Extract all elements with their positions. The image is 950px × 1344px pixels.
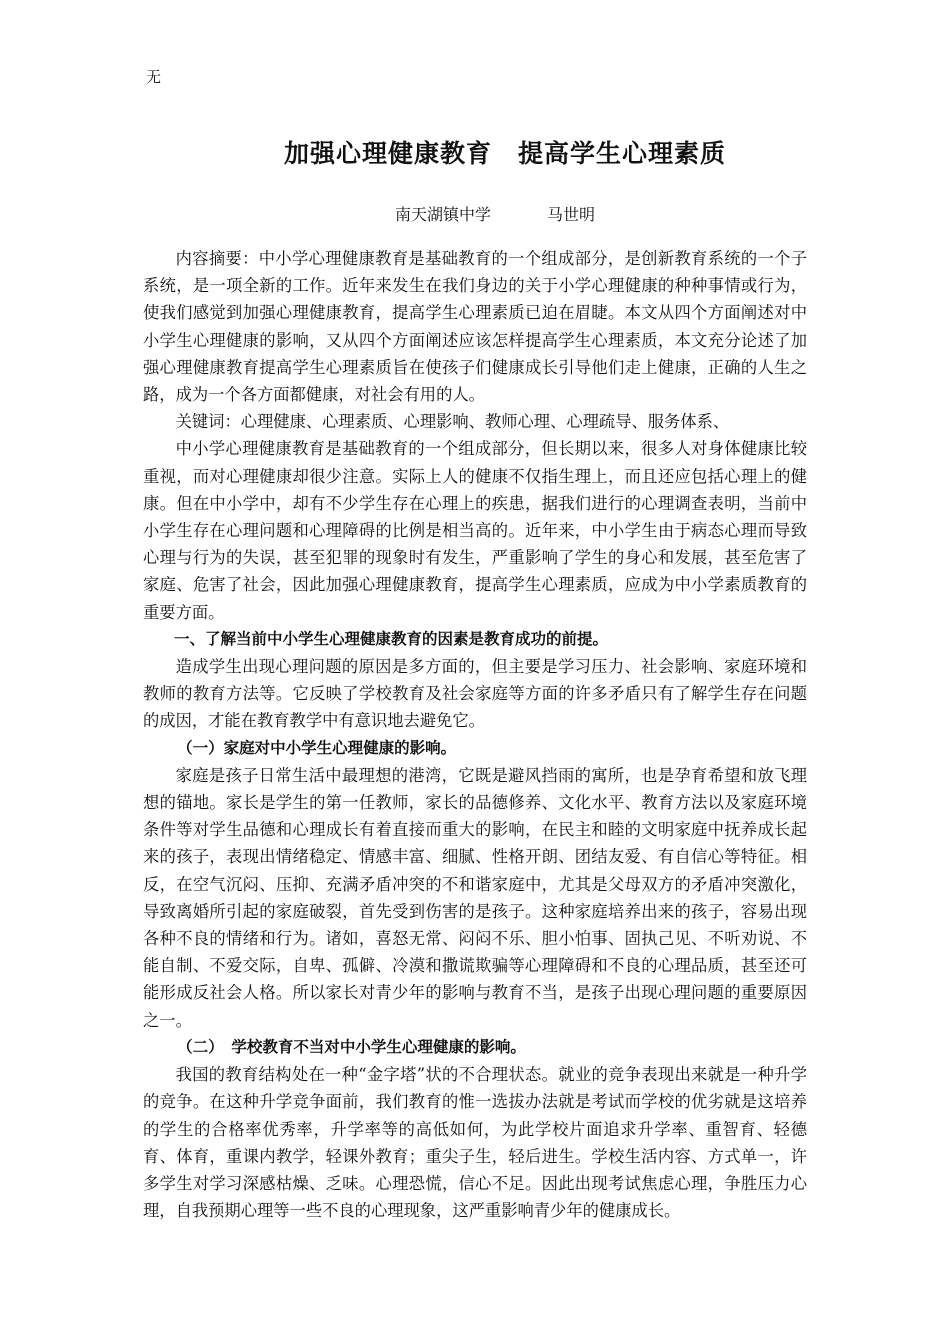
article-body	[143, 245, 807, 1224]
section-1-paragraph: 造成学生出现心理问题的原因是多方面的，但主要是学习压力、社会影响、家庭环境和教师的教育方法等。它反映了学校教育及社会家庭等方面的许多矛盾只有了解学生存在问题的成因，才能在教育教学中有意识地去避免它。	[143, 657, 807, 731]
intro-paragraph: 中小学心理健康教育是基础教育的一个组成部分，但长期以来，很多人对身体健康比较重视，而对心理健康却很少注意。实际上人的健康不仅指生理上，而且还应包括心理上的健康。但在中小学中，却有不少学生存在心理上的疾患，据我们进行的心理调查表明，当前中小学生存在心理问题和心理障碍的比例是相当高的。近年来，中小学生由于病态心理而导致心理与行为的失误，甚至犯罪的现象时有发生，严重影响了学生的身心和发展，甚至危害了家庭、危害了社会，因此加强心理健康教育，提高学生心理素质，应成为中小学素质教育的重要方面。	[143, 439, 807, 622]
corner-mark: 无	[146, 68, 162, 86]
byline	[0, 202, 950, 225]
author-school: 南天湖镇中学	[394, 205, 491, 224]
author-name: 马世明	[547, 205, 596, 224]
document-title: 加强心理健康教育 提高学生心理素质	[283, 139, 726, 168]
section-heading-1: 一、了解当前中小学生心理健康教育的因素是教育成功的前提。	[174, 629, 609, 648]
subsection-heading-1: （一）家庭对中小学生心理健康的影响。	[177, 738, 457, 757]
subsection-heading-2: （二） 学校教育不当对中小学生心理健康的影响。	[177, 1037, 526, 1056]
keywords-paragraph: 关键词：心理健康、心理素质、心理影响、教师心理、心理疏导、服务体系、	[175, 412, 730, 432]
abstract-paragraph: 内容摘要：中小学心理健康教育是基础教育的一个组成部分，是创新教育系统的一个子系统，是一项全新的工作。近年来发生在我们身边的关于小学心理健康的种种事情或行为，使我们感觉到加强心理健康教育，提高学生心理素质已迫在眉睫。本文从四个方面阐述对中小学生心理健康的影响，又从四个方面阐述应该怎样提高学生心理素质，本文充分论述了加强心理健康教育提高学生心理素质旨在使孩子们健康成长引导他们走上健康，正确的人生之路，成为一个各方面都健康，对社会有用的人。	[143, 249, 807, 405]
family-paragraph: 家庭是孩子日常生活中最理想的港湾，它既是避风挡雨的寓所，也是孕育希望和放飞理想的锚地。家长是学生的第一任教师，家长的品德修养、文化水平、教育方法以及家庭环境条件等对学生品德和心理成长有着直接而重大的影响，在民主和睦的文明家庭中抚养成长起来的孩子，表现出情绪稳定、情感丰富、细腻、性格开朗、团结友爱、有自信心等特征。相反，在空气沉闷、压抑、充满矛盾冲突的不和谐家庭中，尤其是父母双方的矛盾冲突激化，导致离婚所引起的家庭破裂，首先受到伤害的是孩子。这种家庭培养出来的孩子，容易出现各种不良的情绪和行为。诸如，喜怒无常、闷闷不乐、胆小怕事、固执己见、不听劝说、不能自制、不爱交际，自卑、孤僻、冷漠和撒谎欺骗等心理障碍和不良的心理品质，甚至还可能形成反社会人格。所以家长对青少年的影响与教育不当，是孩子出现心理问题的重要原因之一。	[143, 765, 807, 1030]
school-paragraph: 我国的教育结构处在一种“金字塔”状的不合理状态。就业的竞争表现出来就是一种升学的竞争。在这种升学竞争面前，我们教育的惟一选拔办法就是考试而学校的优劣就是这培养的学生的合格率优秀率，升学率等的高低如何，为此学校片面追求升学率、重智育、轻德育、体育，重课内教学，轻课外教育；重尖子生，轻后进生。学校生活内容、方式单一，许多学生对学习深感枯燥、乏味。心理恐慌，信心不足。因此出现考试焦虑心理，争胜压力心理，自我预期心理等一些不良的心理现象，这严重影响青少年的健康成长。	[143, 1065, 807, 1221]
